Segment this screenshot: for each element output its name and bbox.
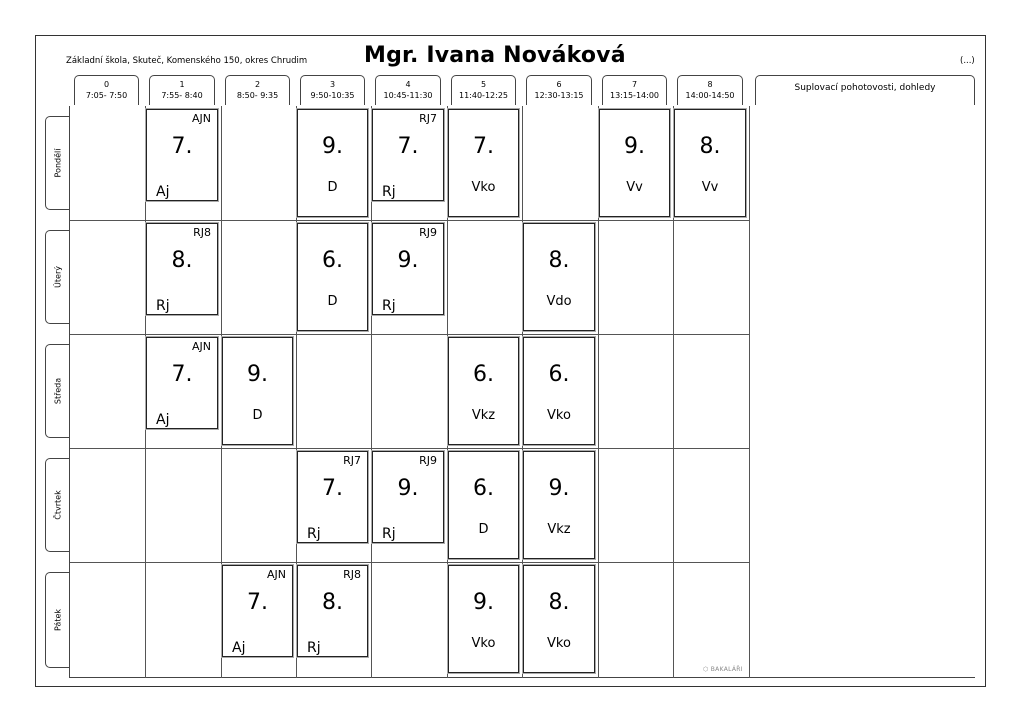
lesson-cell[interactable] xyxy=(448,109,519,217)
lesson-class: 7. xyxy=(397,134,419,159)
period-header-0 xyxy=(74,75,139,105)
row-divider xyxy=(70,448,749,449)
lesson-subject: Vv xyxy=(626,180,643,195)
lesson-class: 7. xyxy=(247,590,268,615)
lesson-subject: Rj xyxy=(382,298,396,314)
day-name: Čtvrtek xyxy=(53,490,62,520)
lesson-subject: Vv xyxy=(701,180,719,195)
period-number: 5 xyxy=(480,80,487,89)
period-number: 4 xyxy=(405,80,411,89)
period-time: 9:50-10:35 xyxy=(310,91,355,100)
lesson-cell[interactable] xyxy=(523,337,595,445)
lesson-class: 9. xyxy=(397,476,419,501)
lesson-cell[interactable] xyxy=(523,223,595,331)
lesson-subject: Rj xyxy=(307,640,321,656)
period-time: 13:15-14:00 xyxy=(610,91,659,100)
lesson-group: RJ9 xyxy=(419,454,437,467)
lesson-subject: Vko xyxy=(471,636,496,651)
day-label xyxy=(45,344,69,438)
lesson-subject: Rj xyxy=(382,526,396,542)
period-time: 14:00-14:50 xyxy=(685,91,735,100)
day-label xyxy=(45,458,69,552)
lesson-class: 9. xyxy=(247,362,268,387)
lesson-class: 7. xyxy=(473,134,494,159)
lesson-class: 6. xyxy=(322,248,343,273)
lesson-class: 9. xyxy=(473,590,494,615)
bakalari-logo xyxy=(703,666,743,673)
lesson-class: 8. xyxy=(548,248,570,273)
period-time: 11:40-12:25 xyxy=(459,91,508,100)
teacher-name: Mgr. Ivana Nováková xyxy=(364,43,626,68)
period-time: 7:05- 7:50 xyxy=(85,91,128,100)
period-header-1 xyxy=(149,75,215,105)
supervision-header xyxy=(755,75,975,105)
period-header-3 xyxy=(300,75,365,105)
school-name: Základní škola, Skuteč, Komenského 150, okres Chrudim xyxy=(66,56,308,66)
day-name: Pátek xyxy=(53,608,62,632)
period-number: 3 xyxy=(329,80,336,89)
bakalari-logo-text: BAKALÁŘI xyxy=(710,666,743,673)
period-header-8 xyxy=(677,75,743,105)
lesson-class: 8. xyxy=(699,134,721,159)
lesson-class: 9. xyxy=(397,248,419,273)
lesson-cell[interactable] xyxy=(523,565,595,673)
period-header-5 xyxy=(451,75,516,105)
column-divider xyxy=(749,106,750,678)
row-divider xyxy=(70,562,749,563)
lesson-cell[interactable] xyxy=(674,109,746,217)
period-number: 0 xyxy=(103,80,110,89)
lesson-class: 8. xyxy=(322,590,343,615)
lesson-class: 6. xyxy=(548,362,570,387)
period-number: 7 xyxy=(631,80,638,89)
lesson-cell[interactable] xyxy=(297,223,368,331)
period-header-7 xyxy=(602,75,667,105)
day-name: Úterý xyxy=(53,266,62,288)
lesson-subject: D xyxy=(478,522,489,537)
lesson-cell[interactable] xyxy=(372,451,444,543)
lesson-class: 6. xyxy=(473,476,494,501)
row-divider xyxy=(70,334,749,335)
lesson-cell[interactable] xyxy=(372,223,444,315)
period-time: 12:30-13:15 xyxy=(534,91,584,100)
period-time: 8:50- 9:35 xyxy=(236,91,279,100)
lesson-class: 6. xyxy=(473,362,494,387)
lesson-class: 7. xyxy=(322,476,343,501)
lesson-subject: Rj xyxy=(307,526,321,542)
period-time: 10:45-11:30 xyxy=(383,91,433,100)
lesson-cell[interactable] xyxy=(448,337,519,445)
period-time: 7:55- 8:40 xyxy=(161,91,203,100)
row-divider xyxy=(70,220,749,221)
lesson-subject: Aj xyxy=(156,184,170,200)
lesson-cell[interactable] xyxy=(222,565,293,657)
lesson-subject: D xyxy=(327,180,338,195)
lesson-group: RJ8 xyxy=(343,568,361,581)
lesson-cell[interactable] xyxy=(448,451,519,559)
bakalari-logo-icon: ⬡ xyxy=(703,666,709,673)
lesson-group: RJ8 xyxy=(193,226,211,239)
lesson-subject: D xyxy=(327,294,338,309)
lesson-class: 9. xyxy=(322,134,343,159)
lesson-subject: Vko xyxy=(471,180,496,195)
period-header-6 xyxy=(526,75,592,105)
lesson-group: AJN xyxy=(267,568,286,581)
period-number: 8 xyxy=(707,80,713,89)
lesson-subject: Vkz xyxy=(471,408,496,423)
lesson-group: AJN xyxy=(192,112,211,125)
lesson-group: RJ9 xyxy=(419,226,437,239)
lesson-subject: Aj xyxy=(232,640,246,656)
lesson-cell[interactable] xyxy=(523,451,595,559)
lesson-subject: Rj xyxy=(382,184,396,200)
lesson-class: 7. xyxy=(171,134,193,159)
lesson-cell[interactable] xyxy=(372,109,444,201)
more-indicator: (...) xyxy=(960,56,975,66)
day-name: Pondělí xyxy=(53,148,62,178)
lesson-subject: Vdo xyxy=(546,294,572,309)
day-name: Středa xyxy=(53,377,62,405)
day-label xyxy=(45,572,69,668)
lesson-subject: Vkz xyxy=(547,522,571,537)
lesson-cell[interactable] xyxy=(297,451,368,543)
day-label xyxy=(45,230,69,324)
lesson-cell[interactable] xyxy=(448,565,519,673)
lesson-class: 8. xyxy=(171,248,193,273)
day-label xyxy=(45,116,69,210)
period-number: 6 xyxy=(556,80,562,89)
lesson-cell[interactable] xyxy=(222,337,293,445)
lesson-cell[interactable] xyxy=(146,223,218,315)
lesson-subject: Aj xyxy=(156,412,170,428)
lesson-cell[interactable] xyxy=(297,109,368,217)
lesson-class: 9. xyxy=(624,134,645,159)
period-number: 2 xyxy=(254,80,261,89)
lesson-subject: Vko xyxy=(547,408,571,423)
lesson-class: 7. xyxy=(171,362,193,387)
lesson-cell[interactable] xyxy=(146,337,218,429)
lesson-group: AJN xyxy=(192,340,211,353)
period-header-4 xyxy=(375,75,441,105)
lesson-group: RJ7 xyxy=(419,112,437,125)
lesson-cell[interactable] xyxy=(599,109,670,217)
lesson-cell[interactable] xyxy=(297,565,368,657)
lesson-class: 9. xyxy=(548,476,570,501)
lesson-subject: Vko xyxy=(547,636,571,651)
lesson-cell[interactable] xyxy=(146,109,218,201)
lesson-subject: D xyxy=(252,408,263,423)
lesson-subject: Rj xyxy=(156,298,170,314)
period-header-2 xyxy=(225,75,290,105)
supervision-label: Suplovací pohotovosti, dohledy xyxy=(794,83,936,93)
lesson-class: 8. xyxy=(548,590,570,615)
period-number: 1 xyxy=(179,80,185,89)
lesson-group: RJ7 xyxy=(343,454,361,467)
